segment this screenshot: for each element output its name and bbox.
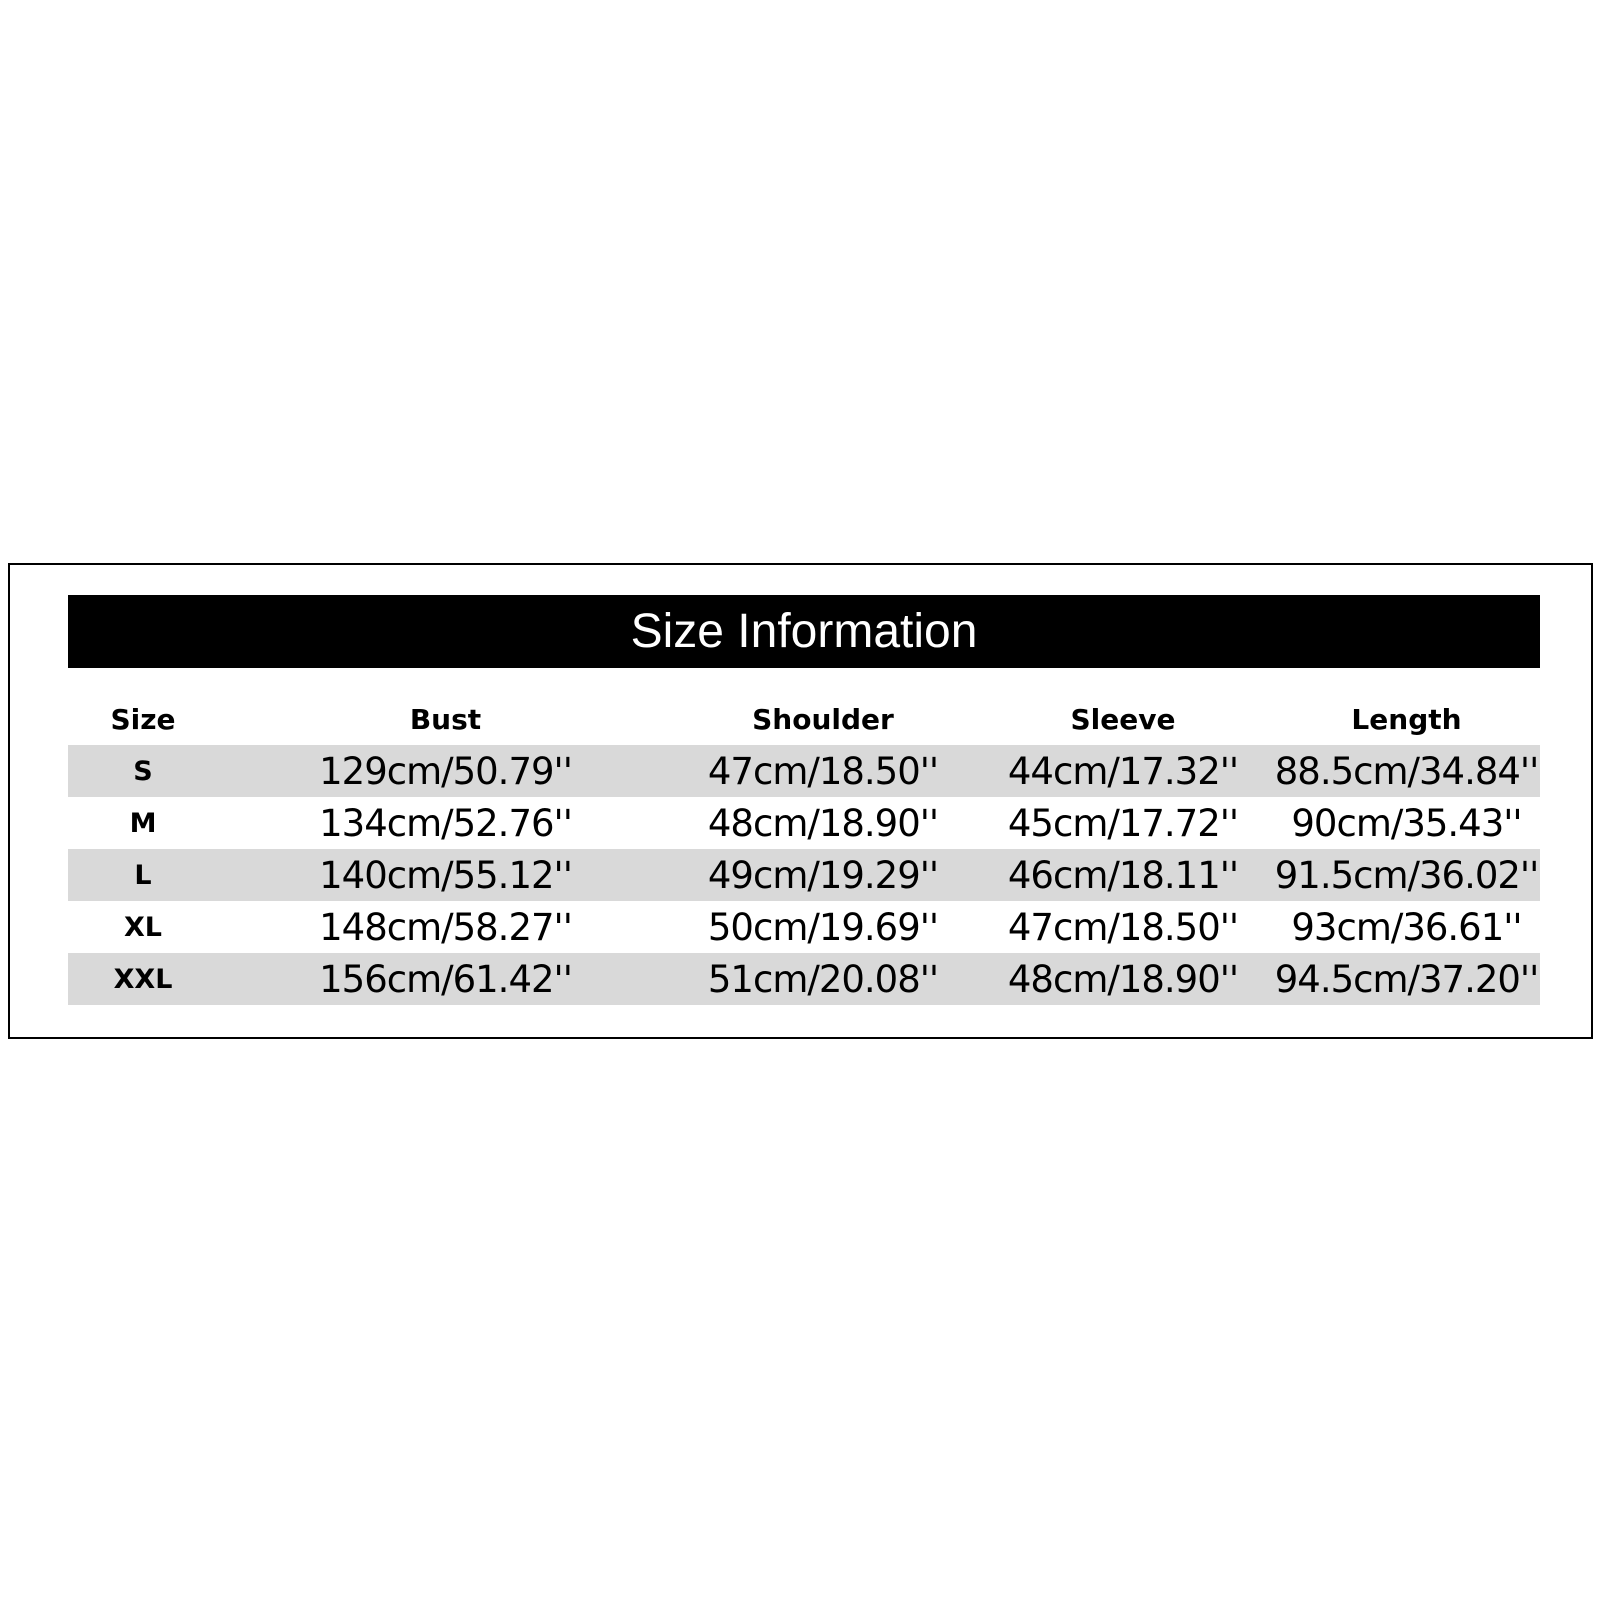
bust-cell: 148cm/58.27'' [218, 901, 673, 953]
length-cell: 88.5cm/34.84'' [1273, 745, 1540, 797]
shoulder-cell: 49cm/19.29'' [673, 849, 973, 901]
header-bust: Bust [409, 702, 482, 736]
size-cell: L [68, 849, 218, 901]
bust-cell: 140cm/55.12'' [218, 849, 673, 901]
length-cell: 94.5cm/37.20'' [1273, 953, 1540, 1005]
sleeve-cell: 44cm/17.32'' [973, 745, 1273, 797]
size-cell: M [68, 797, 218, 849]
header-length: Length [1351, 702, 1462, 736]
shoulder-cell: 50cm/19.69'' [673, 901, 973, 953]
size-cell: XXL [68, 953, 218, 1005]
size-table [68, 689, 1540, 1005]
header-size: Size [110, 702, 176, 736]
bust-cell: 156cm/61.42'' [218, 953, 673, 1005]
sleeve-cell: 45cm/17.72'' [973, 797, 1273, 849]
shoulder-cell: 48cm/18.90'' [673, 797, 973, 849]
shoulder-cell: 51cm/20.08'' [673, 953, 973, 1005]
length-cell: 90cm/35.43'' [1273, 797, 1540, 849]
length-cell: 91.5cm/36.02'' [1273, 849, 1540, 901]
size-cell: XL [68, 901, 218, 953]
sleeve-cell: 48cm/18.90'' [973, 953, 1273, 1005]
size-information-title: Size Information [68, 595, 1540, 668]
size-chart-frame [8, 563, 1593, 1039]
bust-cell: 129cm/50.79'' [218, 745, 673, 797]
header-shoulder: Shoulder [752, 702, 894, 736]
table-row [68, 797, 1540, 849]
table-row [68, 901, 1540, 953]
sleeve-cell: 47cm/18.50'' [973, 901, 1273, 953]
table-header-row [68, 689, 1540, 745]
table-row [68, 953, 1540, 1005]
sleeve-cell: 46cm/18.11'' [973, 849, 1273, 901]
size-cell: S [68, 745, 218, 797]
table-row [68, 745, 1540, 797]
header-sleeve: Sleeve [1070, 702, 1176, 736]
shoulder-cell: 47cm/18.50'' [673, 745, 973, 797]
table-row [68, 849, 1540, 901]
bust-cell: 134cm/52.76'' [218, 797, 673, 849]
length-cell: 93cm/36.61'' [1273, 901, 1540, 953]
